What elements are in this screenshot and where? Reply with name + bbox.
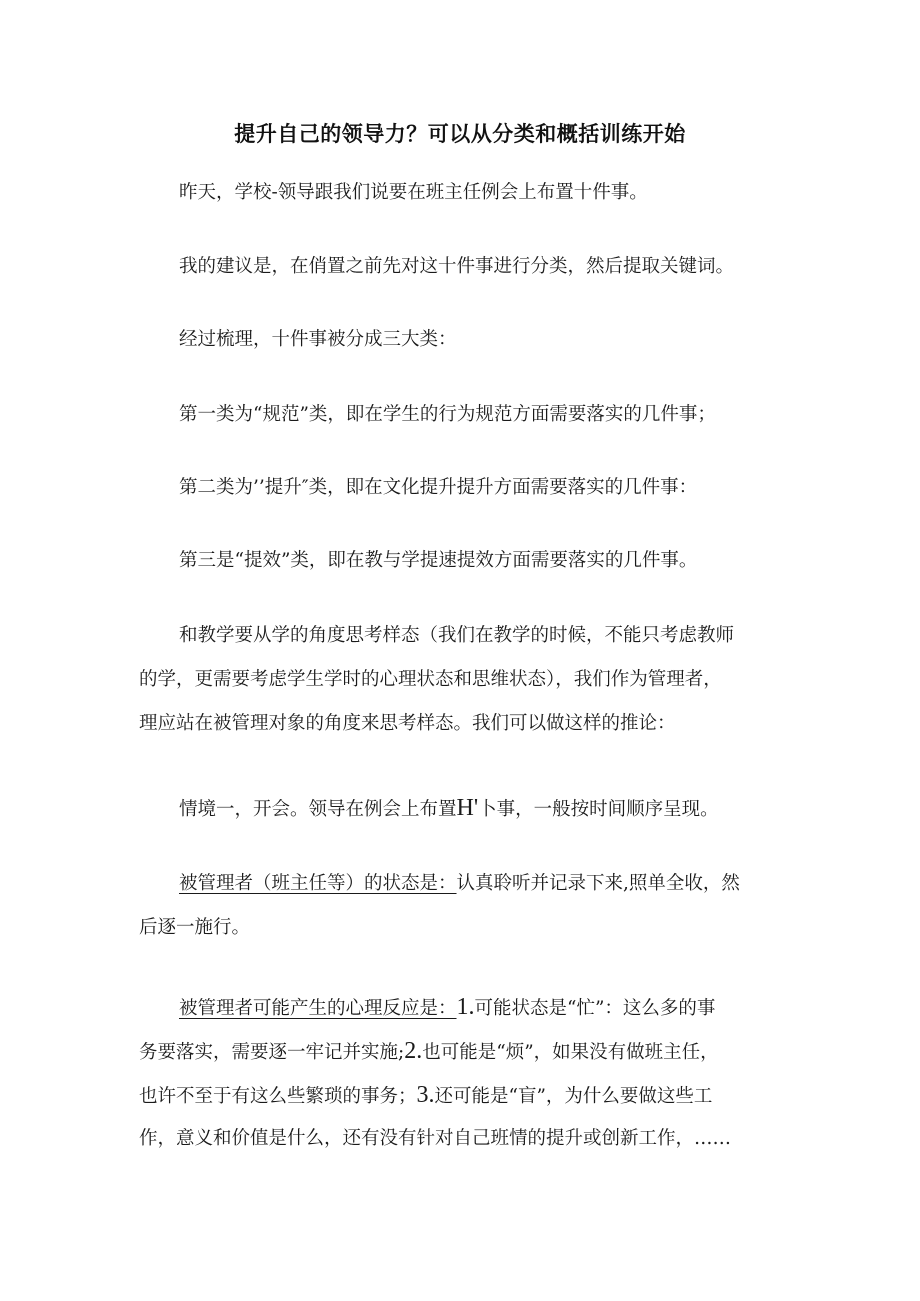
paragraph-4 <box>139 393 799 437</box>
paragraph-text: 情境一，开会。领导在例会上布置 <box>179 799 457 820</box>
paragraph-3 <box>139 318 799 362</box>
underlined-label: 被管理者（班主任等）的状态是： <box>179 873 457 894</box>
paragraph-10 <box>139 985 799 1161</box>
paragraph-text: 也可能是“烦”，如果没有做班主任， <box>422 1042 719 1063</box>
paragraph-line <box>139 1073 799 1117</box>
paragraph-6 <box>139 539 799 583</box>
paragraph-line: 和教学要从学的角度思考样态（我们在教学的时候，不能只考虑教师 <box>179 625 735 646</box>
paragraph-2 <box>139 245 799 289</box>
paragraph-line: 理应站在被管理对象的角度来思考样态。我们可以做这样的推论： <box>139 713 676 734</box>
underlined-label: 被管理者可能产生的心理反应是： <box>179 998 457 1019</box>
paragraph-8 <box>139 786 799 830</box>
paragraph-text: 我的建议是，在俏置之前先对这十件事进行分类，然后提取关键词。 <box>179 256 735 277</box>
paragraph-text: 昨天，学校-领导跟我们说要在班主任例会上布置十件事。 <box>179 182 648 203</box>
ocr-artifact-text: H' <box>456 795 479 821</box>
paragraph-line: 作，意义和价值是什么，还有没有针对自己班情的提升或创新工作，…… <box>139 1128 732 1149</box>
paragraph-line: 后逐一施行。 <box>139 917 251 938</box>
paragraph-5 <box>139 466 799 510</box>
paragraph-text: 第一类为“规范”类，即在学生的行为规范方面需要落实的几件事； <box>179 404 716 425</box>
paragraph-1 <box>139 171 799 215</box>
paragraph-line <box>139 862 799 906</box>
paragraph-text: 还可能是“盲”，为什么要做这些工 <box>434 1086 713 1107</box>
list-number: 1. <box>456 994 475 1020</box>
paragraph-text: 第三是“提效”类，即在教与学提速提效方面需要落实的几件事。 <box>179 550 698 571</box>
list-number: 3. <box>416 1082 435 1108</box>
document-title: 提升自己的领导力？可以从分类和概括训练开始 <box>234 122 686 146</box>
paragraph-7 <box>139 614 799 746</box>
paragraph-line <box>139 985 799 1029</box>
paragraph-text: 经过梳理，十件事被分成三大类： <box>179 329 457 350</box>
paragraph-text: 务要落实，需要逐一牢记并实施; <box>139 1042 405 1063</box>
paragraph-text: 卜事，一般按时间顺序呈现。 <box>478 799 719 820</box>
paragraph-text: 也许不至于有这么些繁琐的事务； <box>139 1086 417 1107</box>
paragraph-text: 可能状态是“忙”：这么多的事 <box>474 998 716 1019</box>
list-number: 2. <box>404 1038 423 1064</box>
paragraph-text: 第二类为’’提升″类，即在文化提升提升方面需要落实的几件事： <box>179 477 698 498</box>
paragraph-line: 的学，更需要考虑学生学时的心理状态和思维状态），我们作为管理者， <box>139 669 722 690</box>
paragraph-line <box>139 1029 799 1073</box>
paragraph-text: 认真聆听并记录下来,照单全收，然 <box>456 873 740 894</box>
paragraph-9 <box>139 862 799 950</box>
paragraph-line <box>139 786 799 830</box>
